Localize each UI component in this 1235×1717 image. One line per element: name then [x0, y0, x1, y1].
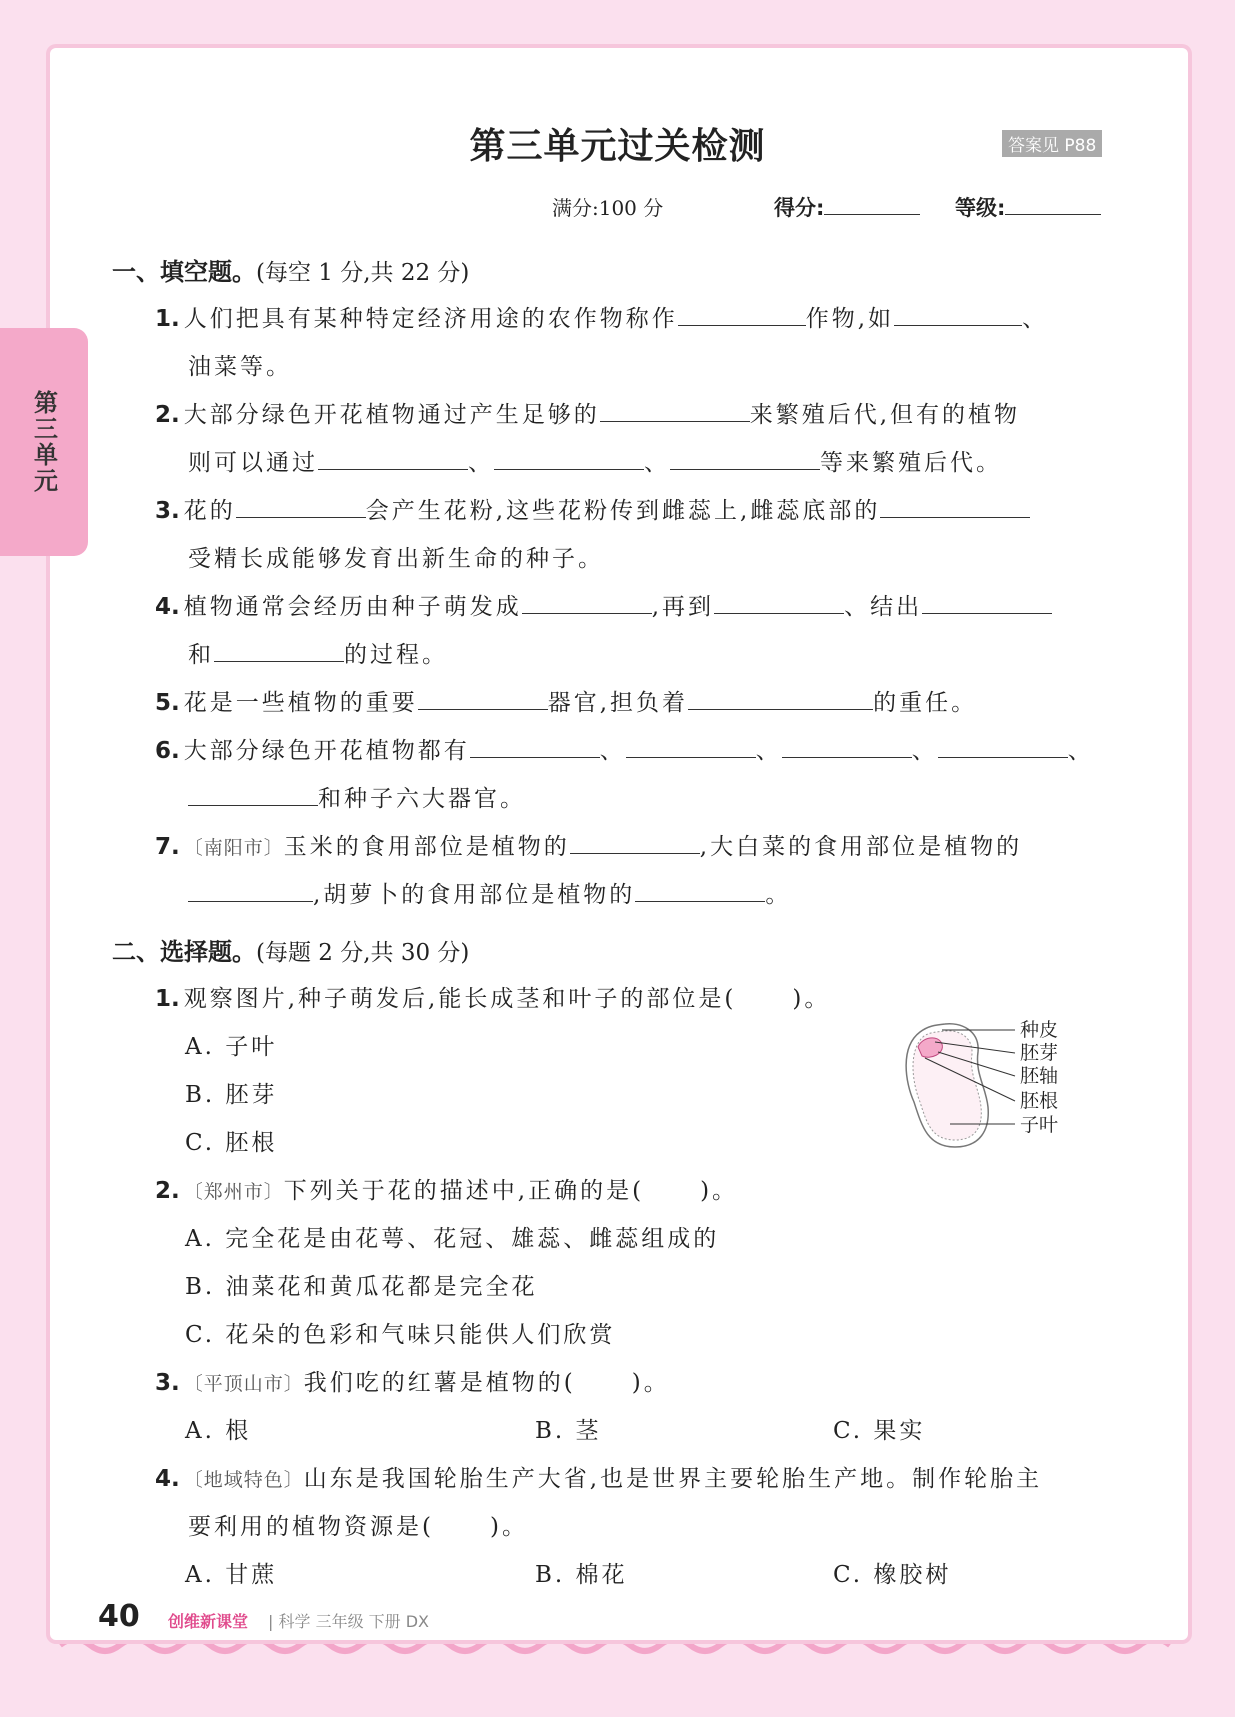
question-1-1-cont: 油菜等。: [188, 354, 292, 380]
question-2-2: 2. 〔郑州市〕下列关于花的描述中,正确的是( )。: [155, 1178, 739, 1204]
label-radicle: 胚根: [1020, 1090, 1059, 1112]
question-1-2: 2. 大部分绿色开花植物通过产生足够的 来繁殖后代,但有的植物: [155, 396, 1020, 429]
question-2-1: 1. 观察图片,种子萌发后,能长成茎和叶子的部位是( )。: [155, 986, 831, 1012]
question-2-4: 4. 〔地域特色〕山东是我国轮胎生产大省,也是世界主要轮胎生产地。制作轮胎主: [155, 1466, 1043, 1492]
question-1-6: 6. 大部分绿色开花植物都有 、 、 、 、: [155, 732, 1094, 765]
question-2-4-cont: 要利用的植物资源是( )。: [188, 1514, 528, 1540]
question-1-4: 4. 植物通常会经历由种子萌发成 ,再到 、结出: [155, 588, 1052, 621]
seed-structure-diagram: [900, 1012, 1085, 1152]
option-2-3-a[interactable]: A. 根: [185, 1418, 252, 1444]
label-seed-coat: 种皮: [1020, 1019, 1059, 1041]
label-cotyledon: 子叶: [1020, 1114, 1059, 1136]
answer-reference-badge: 答案见 P88: [1002, 130, 1102, 157]
option-2-2-a[interactable]: A. 完全花是由花萼、花冠、雄蕊、雌蕊组成的: [185, 1226, 720, 1252]
question-1-3-cont: 受精长成能够发育出新生命的种子。: [188, 546, 604, 572]
section-choice-heading: 二、选择题。(每题 2 分,共 30 分): [112, 938, 470, 966]
option-2-2-b[interactable]: B. 油菜花和黄瓜花都是完全花: [185, 1274, 538, 1300]
question-1-3: 3. 花的 会产生花粉,这些花粉传到雌蕊上,雌蕊底部的: [155, 492, 1030, 525]
option-2-4-c[interactable]: C. 橡胶树: [833, 1562, 952, 1588]
question-1-7: 7. 〔南阳市〕玉米的食用部位是植物的 ,大白菜的食用部位是植物的: [155, 828, 1022, 861]
section-fill-blank-heading: 一、填空题。(每空 1 分,共 22 分): [112, 258, 470, 286]
question-1-6-cont: 和种子六大器官。: [188, 780, 526, 813]
full-score-label: 满分:100 分: [552, 196, 664, 220]
option-2-1-a[interactable]: A. 子叶: [185, 1034, 278, 1060]
option-2-3-c[interactable]: C. 果实: [833, 1418, 926, 1444]
label-hypocotyl: 胚轴: [1020, 1065, 1059, 1087]
score-field: 得分:: [774, 192, 920, 222]
page-title: 第三单元过关检测: [469, 126, 766, 167]
question-1-1: 1. 人们把具有某种特定经济用途的农作物称作 作物,如 、: [155, 300, 1048, 333]
question-1-2-cont: 则可以通过 、 、 等来繁殖后代。: [188, 444, 1002, 477]
option-2-2-c[interactable]: C. 花朵的色彩和气味只能供人们欣赏: [185, 1322, 616, 1348]
option-2-1-b[interactable]: B. 胚芽: [185, 1082, 278, 1108]
footer-brand: 创维新课堂: [168, 1612, 249, 1631]
question-2-3: 3. 〔平顶山市〕我们吃的红薯是植物的( )。: [155, 1370, 670, 1396]
option-2-4-a[interactable]: A. 甘蔗: [185, 1562, 278, 1588]
grade-field: 等级:: [955, 192, 1101, 222]
question-1-4-cont: 和 的过程。: [188, 636, 448, 669]
footer-book-info: | 科学 三年级 下册 DX: [268, 1612, 430, 1631]
unit-side-tab: 第三单元: [0, 328, 88, 556]
option-2-3-b[interactable]: B. 茎: [535, 1418, 602, 1444]
question-1-5: 5. 花是一些植物的重要 器官,担负着 的重任。: [155, 684, 977, 717]
option-2-4-b[interactable]: B. 棉花: [535, 1562, 628, 1588]
option-2-1-c[interactable]: C. 胚根: [185, 1130, 278, 1156]
label-plumule: 胚芽: [1020, 1042, 1059, 1064]
page-number: 40: [98, 1599, 140, 1634]
question-1-7-cont: ,胡萝卜的食用部位是植物的 。: [188, 876, 791, 909]
